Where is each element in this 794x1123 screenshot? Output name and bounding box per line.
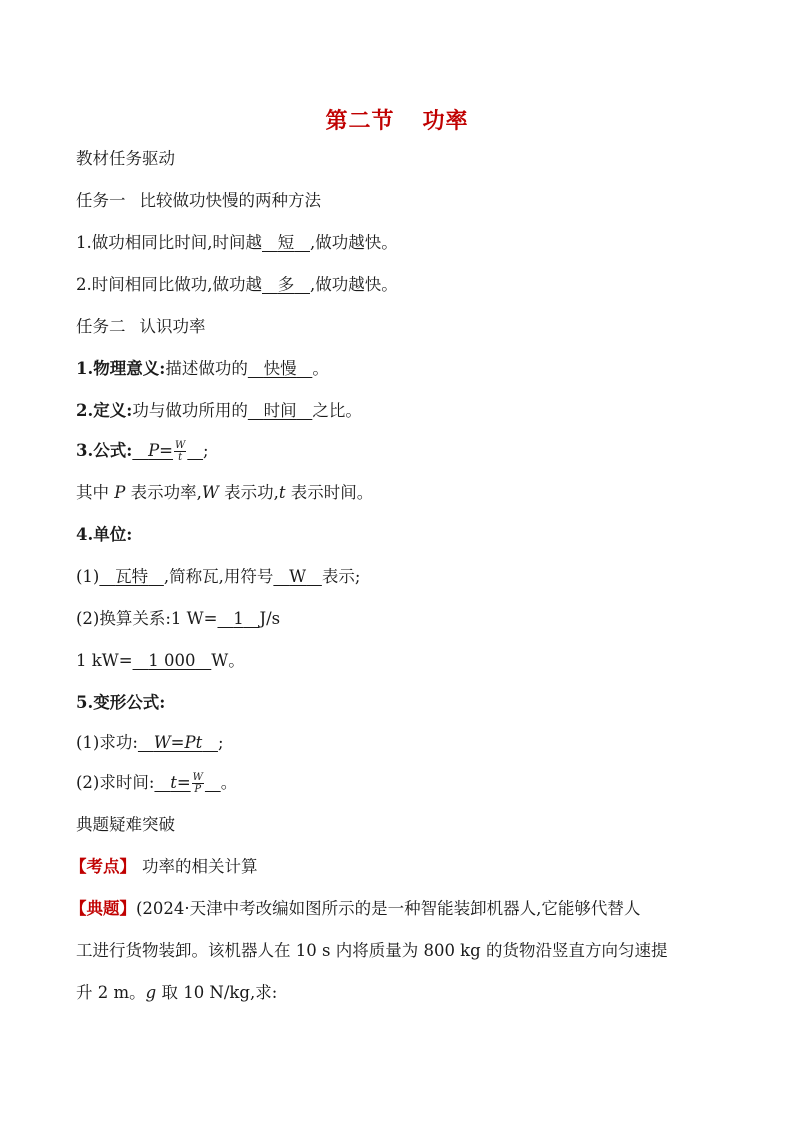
kaodian-tag: 【考点】 [70, 857, 136, 876]
unit1-answer2 [273, 567, 321, 586]
unit3-answer [133, 651, 212, 670]
note-var-t: t [278, 483, 286, 502]
unit1-answer2-text: W [289, 567, 307, 586]
note-var-p: P [114, 483, 126, 502]
unit2-answer [217, 609, 259, 628]
task2-heading [76, 316, 206, 338]
formula-answer [132, 440, 203, 463]
task2-text: 认识功率 [139, 317, 206, 336]
definition-line [76, 400, 362, 422]
formula-fraction [174, 440, 186, 463]
unit1-answer1 [99, 567, 164, 586]
task1-heading [76, 190, 321, 212]
kaodian-line [70, 856, 258, 878]
meaning-answer-text: 快慢 [263, 359, 297, 378]
unit3-line [76, 650, 245, 672]
note-text-3: 表示功, [218, 483, 279, 502]
transform1-answer [138, 733, 218, 752]
unit1-answer1-text: 瓦特 [115, 567, 149, 586]
item2-answer-text: 多 [277, 275, 295, 294]
task1-label: 任务一 [76, 191, 126, 210]
formula-note [76, 482, 373, 504]
formula-numerator: W [175, 440, 186, 451]
dianti-line2: 工进行货物装卸。该机器人在 10 s 内将质量为 800 kg 的货物沿竖直方向匀速提 [76, 941, 668, 960]
unit3-tail: W。 [211, 651, 245, 670]
dianti-var-g: g [145, 983, 157, 1002]
item2 [76, 274, 398, 296]
task2-label: 任务二 [76, 317, 126, 336]
unit1-tail: 表示; [321, 567, 361, 586]
formula-lhs: P= [148, 441, 174, 460]
transform1-answer-text: W=Pt [153, 733, 203, 752]
note-text-1: 其中 [76, 483, 115, 502]
transform2-line [76, 772, 237, 795]
unit1-line [76, 566, 360, 588]
section-heading-textbook: 教材任务驱动 [76, 149, 175, 168]
transform-heading: 5.变形公式: [76, 693, 166, 712]
dianti-text-3b: 取 10 N/kg,求: [156, 983, 278, 1002]
note-var-w: W [201, 483, 219, 502]
title-section: 第二节 [325, 109, 395, 134]
formula-tail: ; [203, 441, 209, 460]
definition-tail: 之比。 [312, 401, 362, 420]
item1-tail: ,做功越快。 [310, 233, 398, 252]
unit2-tail: J/s [259, 609, 281, 628]
formula-denominator: t [178, 452, 183, 463]
definition-answer [248, 401, 313, 420]
item1-text: 1.做功相同比时间,时间越 [76, 233, 262, 252]
meaning-tail: 。 [312, 359, 329, 378]
section-heading-problems: 典题疑难突破 [76, 815, 175, 834]
item1-answer-text: 短 [277, 233, 295, 252]
formula-line [76, 440, 209, 463]
definition-answer-text: 时间 [263, 401, 297, 420]
unit1-mid: ,简称瓦,用符号 [163, 567, 274, 586]
item2-text: 2.时间相同比做功,做功越 [76, 275, 262, 294]
dianti-line1 [70, 898, 640, 920]
dianti-line3 [76, 982, 277, 1004]
task1-text: 比较做功快慢的两种方法 [139, 191, 321, 210]
definition-label: 2.定义: [76, 401, 133, 420]
item2-answer [262, 275, 310, 294]
item1-answer [262, 233, 310, 252]
unit1-prefix: (1) [76, 567, 100, 586]
note-text-4: 表示时间。 [285, 483, 374, 502]
kaodian-text: 功率的相关计算 [142, 857, 258, 876]
note-text-2: 表示功率, [125, 483, 202, 502]
unit2-line [76, 608, 280, 630]
transform2-answer [154, 772, 220, 795]
transform2-prefix: (2)求时间: [76, 773, 155, 792]
transform1-line [76, 732, 224, 754]
definition-text: 功与做功所用的 [132, 401, 248, 420]
title-topic: 功率 [422, 109, 469, 134]
unit3-answer-text: 1 000 [148, 651, 196, 670]
transform2-numerator: W [192, 772, 203, 783]
transform2-denominator: P [194, 784, 202, 795]
formula-label: 3.公式: [76, 441, 133, 460]
meaning-label: 1.物理意义: [76, 359, 166, 378]
unit3-prefix: 1 kW= [76, 651, 133, 670]
unit2-answer-text: 1 [233, 609, 244, 628]
transform2-tail: 。 [220, 773, 238, 792]
item2-tail: ,做功越快。 [310, 275, 398, 294]
item1 [76, 232, 398, 254]
page-title [0, 104, 794, 135]
meaning-answer [248, 359, 313, 378]
meaning-line [76, 358, 329, 380]
dianti-tag: 【典题】 [70, 899, 136, 918]
dianti-text-3a: 升 2 m。 [76, 983, 146, 1002]
transform1-prefix: (1)求功: [76, 733, 138, 752]
transform2-fraction [192, 772, 204, 795]
meaning-text: 描述做功的 [165, 359, 248, 378]
transform2-lhs: t= [170, 773, 191, 792]
unit2-prefix: (2)换算关系:1 W= [76, 609, 218, 628]
unit-heading: 4.单位: [76, 525, 133, 544]
dianti-text-1: (2024·天津中考改编如图所示的是一种智能装卸机器人,它能够代替人 [136, 899, 641, 918]
transform1-tail: ; [217, 733, 224, 752]
